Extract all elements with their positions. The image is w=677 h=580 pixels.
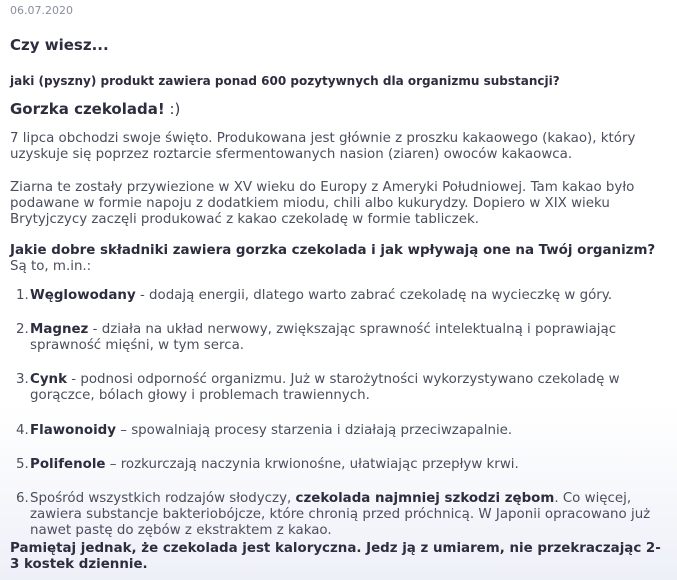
section-heading: Czy wiesz... [10, 36, 109, 54]
list-item-bold: Cynk [30, 372, 67, 387]
list-item [10, 423, 670, 439]
list-item-text: - podnosi odporność organizmu. Już w starożytności wykorzystywano czekoladę w gorączce, bólach głowy i problemach trawiennych. [30, 372, 620, 403]
answer-bold: Gorzka czekolada! [10, 100, 165, 118]
list-number: 5. [16, 457, 29, 472]
list-item-text: . Co więcej, zawiera substancje bakteriobójcze, które chronią przed próchnicą. W Japonii opracowano już nawet pastę do zębów z ekstraktem z kakao. [30, 491, 651, 538]
closing-note: Pamiętaj jednak, że czekolada jest kaloryczna. Jedz ją z umiarem, nie przekraczając 2-3 kostek dziennie. [10, 541, 661, 572]
list-item-bold: Magnez [30, 322, 89, 337]
list-item-bold: Flawonoidy [30, 423, 116, 438]
list-number: 2. [16, 322, 29, 337]
paragraph-1: 7 lipca obchodzi swoje święto. Produkowana jest głównie z proszku kakaowego (kakao), który uzyskuje się poprzez roztarcie sfermentowanych nasion (ziaren) owoców kakaowca. [10, 131, 636, 162]
ingredients-intro [10, 243, 665, 275]
question-text: jaki (pyszny) produkt zawiera ponad 600 pozytywnych dla organizmu substancji? [10, 74, 560, 88]
list-item [10, 457, 670, 473]
ingredients-intro-rest: Są to, m.in.: [10, 259, 92, 274]
list-number: 4. [16, 423, 29, 438]
paragraph-2: Ziarna te zostały przywiezione w XV wieku do Europy z Ameryki Południowej. Tam kakao było podawane w formie napoju z dodatkiem miodu, chili albo kukurydzy. Dopiero w XIX wieku Brytyjczycy zaczęli produkować z kakao czekoladę w formie tabliczek. [10, 180, 635, 227]
answer-line [10, 100, 180, 118]
list-item [10, 322, 670, 354]
list-item-text: - działa na układ nerwowy, zwiększając sprawność intelektualną i poprawiając sprawność mięśni, w tym serca. [30, 322, 617, 353]
answer-smiley: :) [164, 100, 181, 118]
list-item-text: – rozkurczają naczynia krwionośne, ułatwiając przepływ krwi. [105, 457, 519, 472]
post-date: 06.07.2020 [10, 4, 73, 17]
list-item-bold: czekolada najmniej szkodzi zębom [295, 491, 555, 506]
list-item [10, 288, 670, 304]
list-item-text: – spowalniają procesy starzenia i działają przeciwzapalnie. [115, 423, 513, 438]
list-number: 6. [16, 491, 29, 506]
ingredients-intro-bold: Jakie dobre składniki zawiera gorzka czekolada i jak wpływają one na Twój organizm? [10, 243, 656, 258]
list-item [10, 372, 670, 404]
list-item-text: - dodają energii, dlatego warto zabrać czekoladę na wycieczkę w góry. [135, 288, 613, 303]
list-item [10, 491, 670, 539]
list-number: 3. [16, 372, 29, 387]
list-number: 1. [16, 288, 29, 303]
list-item-bold: Polifenole [30, 457, 106, 472]
ingredients-list [10, 288, 670, 539]
list-item-pre: Spośród wszystkich rodzajów słodyczy, [30, 491, 296, 506]
list-item-bold: Węglowodany [30, 288, 136, 303]
